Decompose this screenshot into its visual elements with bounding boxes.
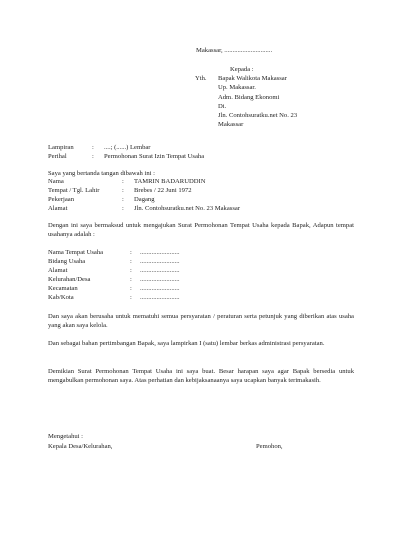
signer-field-row <box>48 204 240 213</box>
applicant-label: Pemohon, <box>256 443 283 450</box>
recipient-line: Jln. Contohsuratku.net No. 23 <box>218 112 298 120</box>
field-colon: : <box>122 196 124 203</box>
field-colon: : <box>130 267 132 274</box>
header-field-label: Lampiran <box>48 144 74 151</box>
business-field-row <box>48 266 180 275</box>
header-field-value: ....; (......) Lembar <box>104 144 151 151</box>
business-field-label: Alamat <box>48 267 68 274</box>
date-place: Makassar, ............................. <box>196 47 273 54</box>
field-colon: : <box>130 276 132 283</box>
field-colon: : <box>122 178 124 185</box>
signer-field-value: TAMRIN BADARUDDIN <box>134 178 206 185</box>
request-paragraph: Dengan ini saya bermaksud untuk mengajukan Surat Permohonan Tempat Usaha kepada Bapak, Adapun tempat usahanya adalah : <box>48 222 354 239</box>
signer-field-label: Tempat / Tgl. Lahir <box>48 187 100 194</box>
signer-intro: Saya yang bertanda tangan dibawah ini : <box>48 170 155 177</box>
business-field-row <box>48 293 180 302</box>
signer-field-row <box>48 186 192 195</box>
signer-field-label: Alamat <box>48 205 68 212</box>
village-head-label: Kepala Desa/Kelurahan, <box>48 443 113 450</box>
business-field-label: Kecamatan <box>48 285 78 292</box>
business-field-value: ........................ <box>140 276 180 283</box>
signer-field-value: Brebes / 22 Juni 1972 <box>134 187 192 194</box>
recipient-line: Di. <box>218 102 227 110</box>
field-colon: : <box>122 187 124 194</box>
recipient-line: Bapak Walikota Makassar <box>218 75 287 82</box>
business-field-value: ........................ <box>140 294 180 301</box>
field-colon: : <box>92 144 94 151</box>
field-colon: : <box>130 258 132 265</box>
business-field-value: ........................ <box>140 258 180 265</box>
recipient-salutation: Kepada : <box>230 66 254 73</box>
header-field-row <box>48 152 204 161</box>
acknowledged-label: Mengetahui : <box>48 433 83 440</box>
business-field-label: Kelurahan/Desa <box>48 276 91 283</box>
field-colon: : <box>92 153 94 160</box>
signer-field-label: Nama <box>48 178 64 185</box>
closing-paragraph: Demikian Surat Permohonan Tempat Usaha ini saya buat. Besar harapan saya agar Bapak bersedia untuk mengabulkan permohonan saya. Atas perhatian dan kebijaksanaanya saya ucapkan banyak terimakasih. <box>48 368 354 385</box>
business-field-row <box>48 275 180 284</box>
recipient-yth-label: Yth. <box>195 75 207 82</box>
header-field-row <box>48 143 151 152</box>
header-field-value: Permohonan Surat Izin Tempat Usaha <box>104 153 205 160</box>
attach-paragraph: Dan sebagai bahan pertimbangan Bapak, saya lampirkan I (satu) lembar berkas administrasi persyaratan. <box>48 340 325 347</box>
business-field-row <box>48 248 180 257</box>
recipient-line: Makassar <box>218 121 244 129</box>
field-colon: : <box>130 285 132 292</box>
business-field-label: Bidang Usaha <box>48 258 86 265</box>
header-field-label: Perihal <box>48 153 67 160</box>
business-field-label: Nama Tempat Usaha <box>48 249 104 256</box>
signer-field-value: Jln. Contohsuratku.net No. 23 Makassar <box>134 205 241 212</box>
recipient-line: Adm. Bidang Ekonomi <box>218 93 280 101</box>
signer-field-row <box>48 195 155 204</box>
business-field-value: ........................ <box>140 249 180 256</box>
comply-paragraph: Dan saya akan berusaha untuk mematuhi semua persyaratan / peraturan serta petunjuk yang diberikan atas usaha yang akan saya kelola. <box>48 313 354 330</box>
business-field-row <box>48 257 180 266</box>
recipient-line: Up. Makassar. <box>218 84 256 92</box>
field-colon: : <box>130 249 132 256</box>
signer-field-value: Dagang <box>134 196 155 203</box>
business-field-row <box>48 284 180 293</box>
signer-field-label: Pekerjaan <box>48 196 74 203</box>
business-field-value: ........................ <box>140 267 180 274</box>
field-colon: : <box>122 205 124 212</box>
business-field-value: ........................ <box>140 285 180 292</box>
recipient-address <box>218 74 297 130</box>
field-colon: : <box>130 294 132 301</box>
signer-field-row <box>48 177 205 186</box>
business-field-label: Kab/Kota <box>48 294 74 301</box>
